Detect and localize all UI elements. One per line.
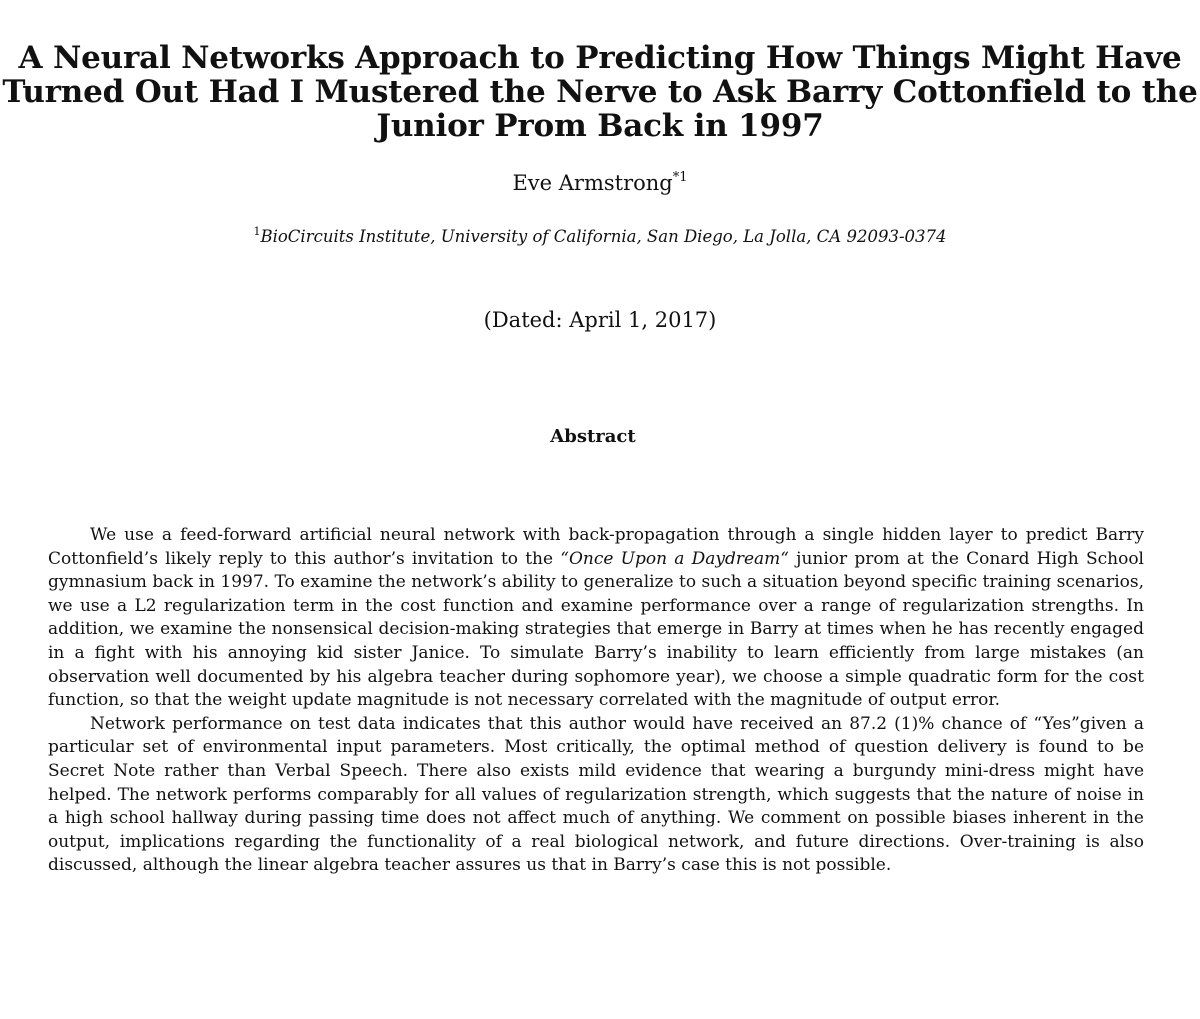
title-line: Turned Out Had I Mustered the Nerve to Ask Barry Cottonfield to the [2, 73, 1198, 110]
paper-title [0, 41, 1200, 143]
abstract-paragraph: Network performance on test data indicates that this author would have received an 87.2 (1)% chance of “Yes”given a particular set of environmental input parameters. Most critically, the optimal method of question delivery is found to be Secret Note rather than Verbal Speech. There also exists mild evidence that wearing a burgundy mini-dress might have helped. The network performs comparably for all values of regularization strength, which suggests that the nature of noise in a high school hallway during passing time does not affect much of anything. We comment on possible biases inherent in the output, implications regarding the functionality of a real biological network, and future directions. Over-training is also discussed, although the linear algebra teacher assures us that in Barry’s case this is not possible. [48, 713, 1144, 876]
abstract-body [48, 524, 1144, 878]
abstract-text: junior prom at the Conard High School gymnasium back in 1997. To examine the network’s ability to generalize to such a situation beyond specific training scenarios, we use a L2 regularization term in the cost function and examine performance over a range of regularization strengths. In addition, we examine the nonsensical decision-making strategies that emerge in Barry at times when he has recently engaged in a fight with his annoying kid sister Janice. To simulate Barry’s inability to learn efficiently from large mistakes (an observation well documented by his algebra teacher during sophomore year), we choose a simple quadratic form for the cost function, so that the weight update magnitude is not necessary correlated with the magnitude of output error. [48, 548, 1144, 711]
title-line: Junior Prom Back in 1997 [376, 107, 824, 144]
prom-theme-title: “Once Upon a Daydream“ [560, 548, 789, 569]
affiliation-text: BioCircuits Institute, University of California, San Diego, La Jolla, CA 92093-0374 [260, 227, 947, 246]
title-line: A Neural Networks Approach to Predicting How Things Might Have [18, 39, 1182, 76]
author-affiliation-mark: *1 [672, 170, 688, 185]
author-line [0, 170, 1200, 195]
author-name: Eve Armstrong [512, 171, 673, 195]
abstract-text: We use a feed-forward artificial neural network with back-propagation through a single hidden layer to predict Barry Cottonfield’s likely reply to this author’s invitation to the [48, 525, 1144, 569]
abstract-heading: Abstract [550, 426, 636, 447]
date-line: (Dated: April 1, 2017) [483, 308, 717, 332]
affiliation-mark: 1 [253, 225, 261, 238]
affiliation-line [0, 225, 1200, 246]
abstract-paragraph [48, 524, 1144, 713]
